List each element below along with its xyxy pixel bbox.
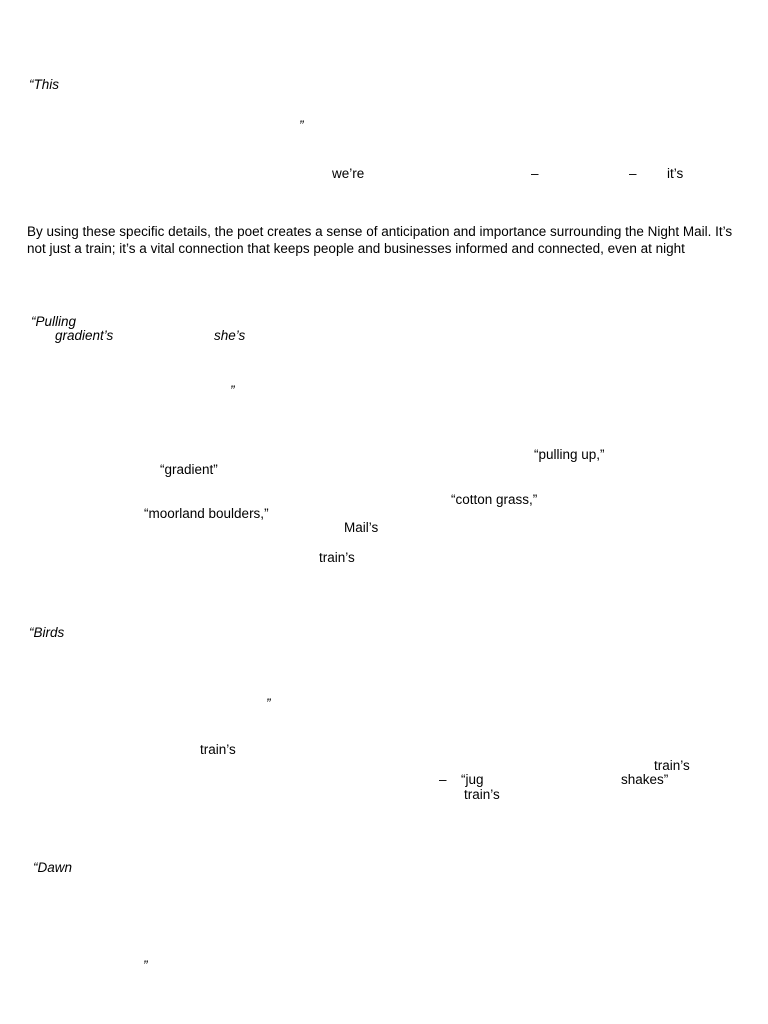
quote-opening: “Birds (29, 625, 65, 640)
quote-opening: “Dawn (33, 860, 73, 875)
quote-closing-mark: ” (143, 958, 148, 973)
text-fragment: we’re (332, 166, 365, 181)
quote-closing-mark: ” (266, 696, 271, 711)
text-fragment: – (531, 166, 539, 181)
text-fragment: “moorland boulders,” (144, 506, 269, 521)
text-fragment: – (439, 772, 447, 787)
text-fragment: “gradient” (160, 462, 218, 477)
text-fragment: Mail’s (344, 520, 379, 535)
text-fragment: “pulling up,” (534, 447, 605, 462)
quote-fragment: gradient’s (55, 328, 114, 343)
quote-closing-mark: ” (299, 118, 304, 133)
text-fragment: “cotton grass,” (451, 492, 538, 507)
quote-closing-mark: ” (230, 383, 235, 398)
text-fragment: train’s (464, 787, 500, 802)
text-fragment: train’s (654, 758, 690, 773)
quote-opening: “Pulling (31, 314, 77, 329)
text-fragment: – (629, 166, 637, 181)
text-fragment: shakes” (621, 772, 669, 787)
text-fragment: it’s (667, 166, 684, 181)
quote-fragment: she’s (214, 328, 246, 343)
text-fragment: train’s (319, 550, 355, 565)
quote-opening: “This (29, 77, 59, 92)
text-fragment: “jug (461, 772, 484, 787)
text-fragment: train’s (200, 742, 236, 757)
analysis-paragraph: By using these specific details, the poet creates a sense of anticipation and importance surrounding the Night Mail. It’s not just a train; it’s a vital connection that keeps people and businesses informed and connected, even at night (27, 224, 733, 256)
